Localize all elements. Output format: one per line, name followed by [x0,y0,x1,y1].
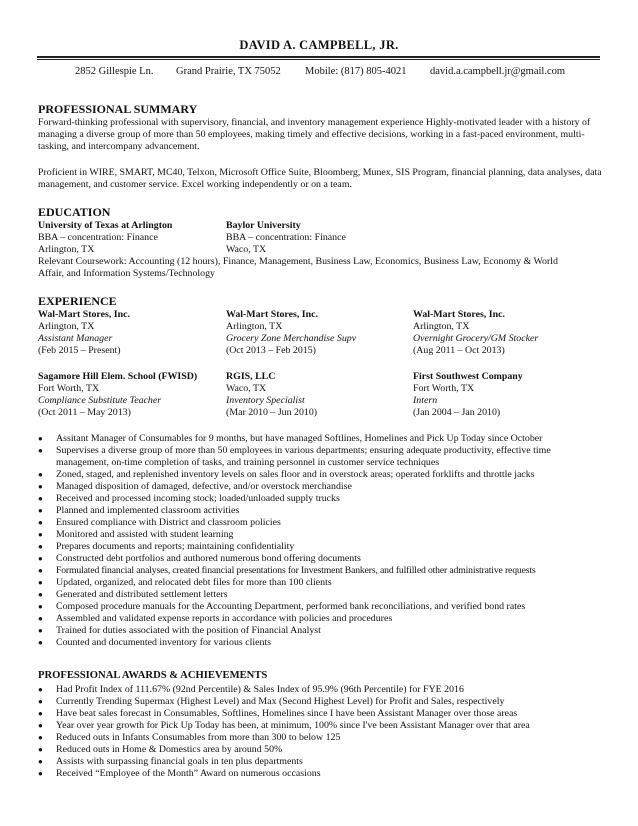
bullet-dot-icon: ● [38,482,43,491]
resume-page: DAVID A. CAMPBELL, JR. 2852 Gillespie Ln. Grand Prairie, TX 75052 Mobile: (817) 805-4021 david.a.campbell.jr@gmail.com PROFESSIONAL SUMMARY Forward-thinking professional with supervisory, financial, and inventory management experience Highly-motivated leader with a history of managing a diverse group of more than 50 employees, making timely and effective decisions, working in a fast-paced environment, multi-tasking, and intercompany advancement. Proficient in WIRE, SMART, MC40, Telxon, Microsoft Office Suite, Bloomberg, Munex, SIS Program, financial planning, data analyses, data management, and customer service. Excel working independently or on a team. EDUCATION University of Texas at Arlington BBA – concentration: Finance Arlington, TX Baylor University BBA – concentration: Finance Waco, TX Relevant Coursework: Accounting (12 hours), Finance, Management, Business Law, Economics, Business Law, Economy & World Affair, and Information Systems/Technology EXPERIENCE Wal-Mart Stores, Inc. Arlington, TX Assistant Manager (Feb 2015 – Present) Wal-Mart Stores, Inc. Arlington, TX Grocery Zone Merchandise Supv (Oct 2013 – Feb 2015) Wal-Mart Stores, Inc. Arlington, TX Overnight Grocery/GM Stocker (Aug 2011 – Oct 2013) Sagamore Hill Elem. School (FWISD) Fort Worth, TX Compliance Substitute Teacher (Oct 2011 – May 2013) RGIS, LLC Waco, TX Inventory Specialist (Mar 2010 – Jun 2010) First Southwest Company Fort Worth, TX Intern (Jan 2004 – Jan 2010) ● Assitant Manager of Consumables for 9 months, but have managed Softlines, Homelines and Pick Up Today since October ● Supervises a diverse group of more than 50 employees in various departments; ensuring adequate productivity, effective time management, on-time completion of tasks, and training personnel in customer service techniques ● Zoned, staged, and replenished inventory levels on sales floor and in overstock areas; operated forklifts and throttle jacks ● Managed disposition of damaged, defective, and/or overstock merchandise ● Received and processed incoming stock; loaded/unloaded supply trucks ● Planned and implemented classroom activities ● Ensured compliance with District and classroom policies ● Monitored and assisted with student learning ● Prepares documents and reports; maintaining confidentiality ● Constructed debt portfolios and authored numerous bond offering documents ● Formulated financial analyses, created financial presentations for Investment Bankers, and fulfilled other administrative requests ● Updated, organized, and relocated debt files for more than 100 clients ● Generated and distributed settlement letters ● Composed procedure manuals for the Accounting Department, performed bank reconciliations, and verified bond rates ● Assembled and validated expense reports in accordance with policies and procedures ● Trained for duties associated with the position of Financial Analyst ● Counted and documented inventory for various clients PROFESSIONAL AWARDS & ACHIEVEMENTS ● Had Profit Index of 111.67% (92nd Percentile) & Sales Index of 95.9% (96th Percentile) for FYE 2016 ● Currently Trending Supermax (Highest Level) and Max (Second Highest Level) for Profit and Sales, respectively ● Have beat sales forecast in Consumables, Softlines, Homelines since I have been Assistant Manager over those areas ● Year over year growth for Pick Up Today has been, at minimum, 100% since I've been Assistant Manager over that area ● Reduced outs in Infants Consumables from more than 300 to below 125 ● Reduced outs in Home & Domestics area by around 50% ● Assists with surpassing financial goals in ten plus departments ● Received “Employee of the Month” Award on numerous occasions [0,0,638,826]
bullet-dot-icon: ● [38,685,43,694]
bullet-dot-icon: ● [38,614,43,623]
bullet-dot-icon: ● [38,470,43,479]
job-5-location: Waco, TX [226,383,267,394]
bullet-dot-icon: ● [38,626,43,635]
job-2-company: Wal-Mart Stores, Inc. [226,309,318,320]
job-3-dates: (Aug 2011 – Oct 2013) [413,345,505,356]
job-2-title: Grocery Zone Merchandise Supv [226,333,357,344]
bullet-dot-icon: ● [38,745,43,754]
job-4-location: Fort Worth, TX [38,383,100,394]
bullet-dot-icon: ● [38,494,43,503]
job-6-company: First Southwest Company [413,371,523,382]
contact-mobile: Mobile: (817) 805-4021 [305,66,407,77]
job-1-company: Wal-Mart Stores, Inc. [38,309,130,320]
job-3-title: Overnight Grocery/GM Stocker [413,333,539,344]
school-2-degree: BBA – concentration: Finance [226,232,346,243]
job-1-dates: (Feb 2015 – Present) [38,345,121,356]
header-rule-thin [37,59,600,60]
bullet-dot-icon: ● [38,530,43,539]
bullet-dot-icon: ● [38,721,43,730]
job-3-company: Wal-Mart Stores, Inc. [413,309,505,320]
bullet-dot-icon: ● [38,733,43,742]
summary-paragraph-1: Forward-thinking professional with supervisory, financial, and inventory management experience Highly-motivated leader with a history of managing a diverse group of more than 50 employees, making timely and effective decisions, working in a fast-paced environment, multi-tasking, and intercompany advancement. [38,117,591,153]
bullet-dot-icon: ● [38,578,43,587]
job-4-company: Sagamore Hill Elem. School (FWISD) [38,371,198,382]
job-3-location: Arlington, TX [413,321,470,332]
job-6-location: Fort Worth, TX [413,383,475,394]
job-4-dates: (Oct 2011 – May 2013) [38,407,131,418]
job-5-dates: (Mar 2010 – Jun 2010) [226,407,318,418]
school-1-degree: BBA – concentration: Finance [38,232,158,243]
job-2-location: Arlington, TX [226,321,283,332]
job-1-location: Arlington, TX [38,321,95,332]
job-4-title: Compliance Substitute Teacher [38,395,162,406]
bullet-dot-icon: ● [38,769,43,778]
bullet-dot-icon: ● [38,590,43,599]
summary-heading: PROFESSIONAL SUMMARY [38,102,198,116]
job-5-title: Inventory Specialist [226,395,305,406]
bullet-dot-icon: ● [38,638,43,647]
education-heading: EDUCATION [38,205,111,219]
candidate-name: DAVID A. CAMPBELL, JR. [239,38,399,52]
school-2-location: Waco, TX [226,244,267,255]
header-rule-thick [37,56,600,58]
bullet-dot-icon: ● [38,757,43,766]
bullet-dot-icon: ● [38,446,43,455]
job-1-title: Assistant Manager [38,333,113,344]
school-1-name: University of Texas at Arlington [38,220,173,231]
bullet-dot-icon: ● [38,518,43,527]
awards-heading: PROFESSIONAL AWARDS & ACHIEVEMENTS [38,670,268,681]
job-2-dates: (Oct 2013 – Feb 2015) [226,345,316,356]
bullet-dot-icon: ● [38,542,43,551]
coursework-line-1: Relevant Coursework: Accounting (12 hours), Finance, Management, Business Law, Economics, Business Law, Economy & World [38,256,558,267]
bullet-dot-icon: ● [38,709,43,718]
contact-address: 2852 Gillespie Ln. [75,66,154,77]
experience-heading: EXPERIENCE [38,294,117,308]
contact-city: Grand Prairie, TX 75052 [176,66,281,77]
contact-email[interactable]: david.a.campbell.jr@gmail.com [430,66,566,77]
job-6-dates: (Jan 2004 – Jan 2010) [413,407,501,418]
job-6-title: Intern [413,395,438,406]
bullet-dot-icon: ● [38,697,43,706]
job-5-company: RGIS, LLC [226,371,276,382]
bullet-dot-icon: ● [38,506,43,515]
summary-paragraph-2: Proficient in WIRE, SMART, MC40, Telxon, Microsoft Office Suite, Bloomberg, Munex, SIS Program, financial planning, data analyses, data management, and customer service. Excel working independently or on a team. [38,167,602,191]
school-2-name: Baylor University [226,220,301,231]
bullet-dot-icon: ● [38,554,43,563]
bullet-dot-icon: ● [38,602,43,611]
coursework-line-2: Affair, and Information Systems/Technology [38,268,215,279]
bullet-dot-icon: ● [38,566,43,575]
school-1-location: Arlington, TX [38,244,95,255]
bullet-dot-icon: ● [38,434,43,443]
